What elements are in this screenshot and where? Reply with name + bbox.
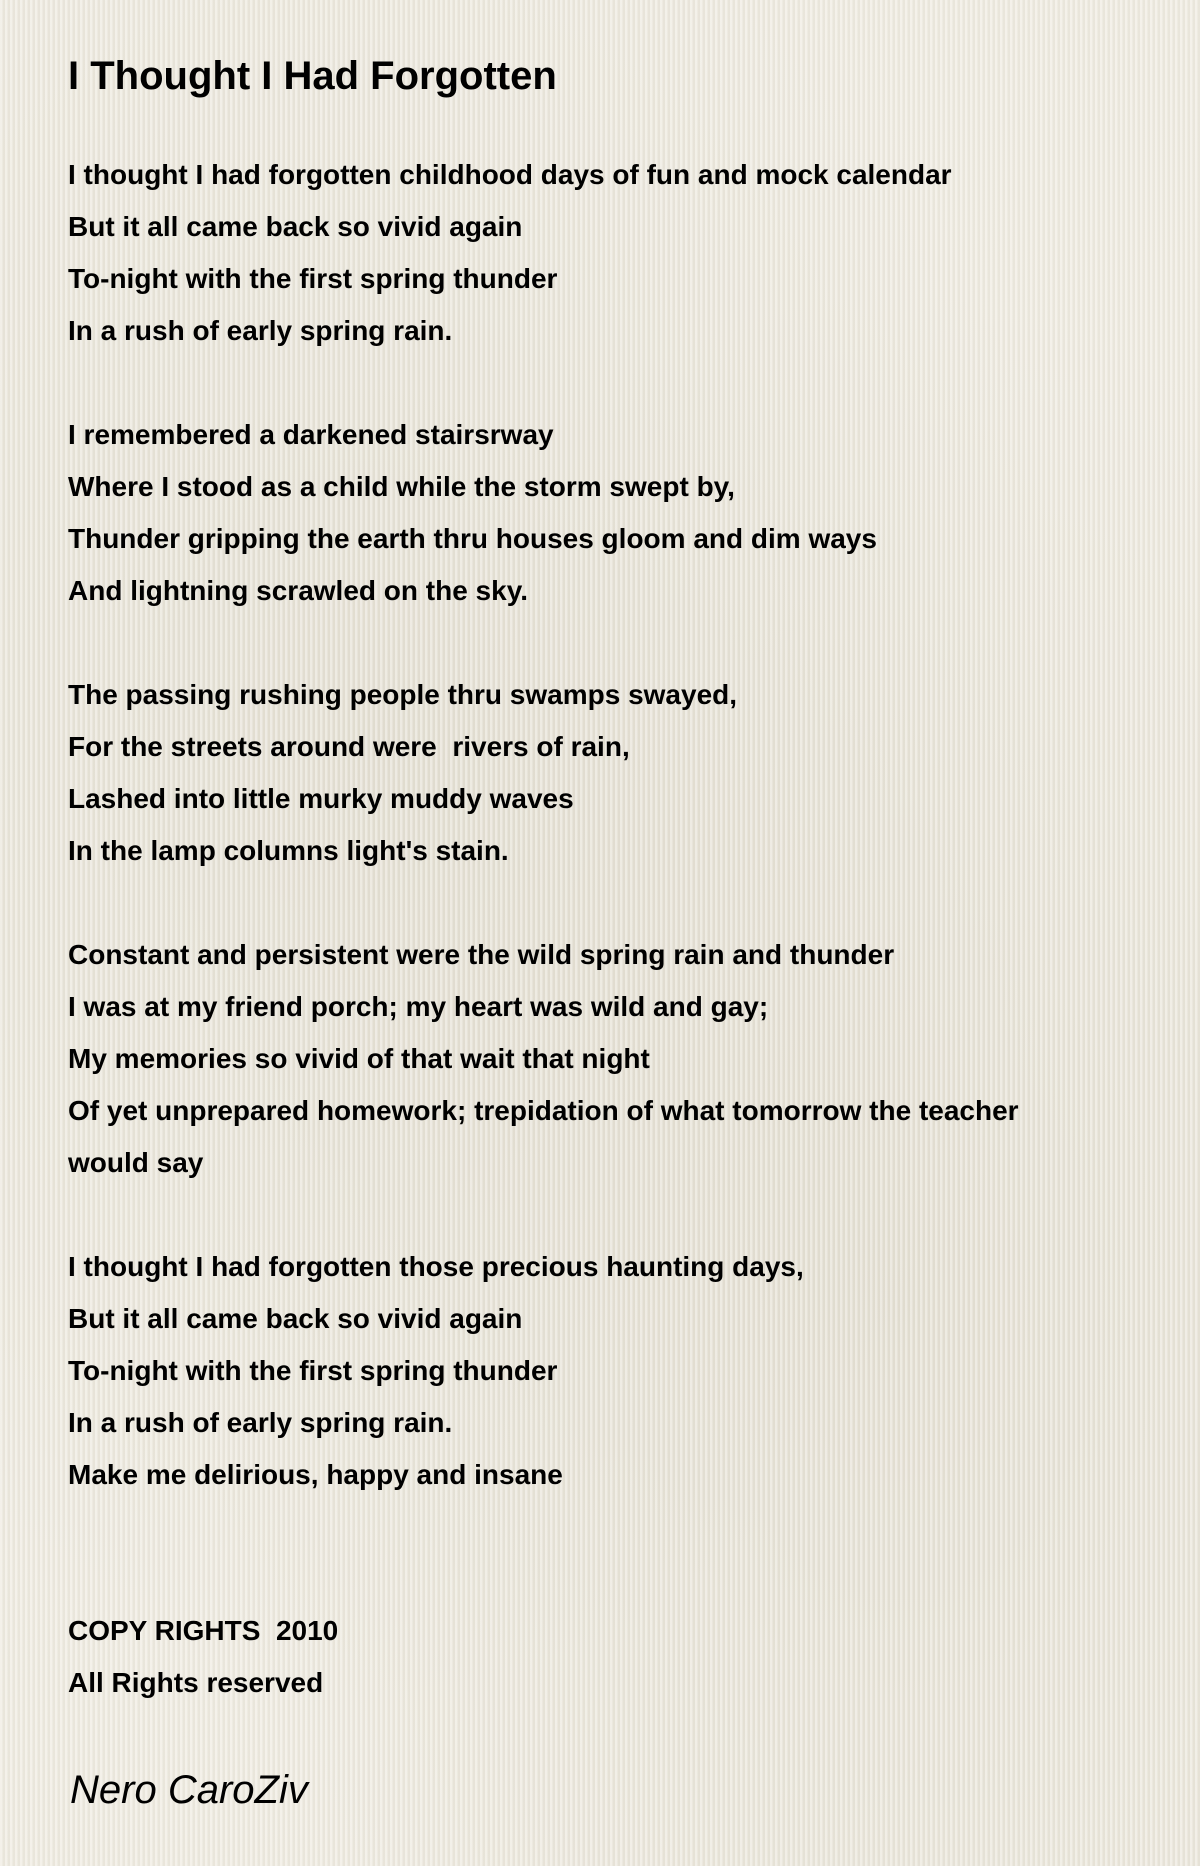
poem-line: Make me delirious, happy and insane <box>68 1459 563 1490</box>
stanza-gap <box>68 1553 1188 1605</box>
stanza-gap <box>68 877 1188 929</box>
copyright-line: COPY RIGHTS 2010 <box>68 1615 339 1646</box>
poem-line: I thought I had forgotten those precious haunting days, <box>68 1251 804 1282</box>
poem-line: My memories so vivid of that wait that night <box>68 1043 650 1074</box>
copyright-line: All Rights reserved <box>68 1667 324 1698</box>
poem-line: And lightning scrawled on the sky. <box>68 575 528 606</box>
poem-line: I thought I had forgotten childhood days of fun and mock calendar <box>68 159 952 190</box>
poem-line: I remembered a darkened stairsrway <box>68 419 554 450</box>
poem-line: For the streets around were rivers of rain, <box>68 731 630 762</box>
author-signature: Nero CaroZiv <box>70 1768 308 1812</box>
poem-title: I Thought I Had Forgotten <box>68 54 557 98</box>
poem-line: In the lamp columns light's stain. <box>68 835 509 866</box>
poem-line: To-night with the first spring thunder <box>68 1355 558 1386</box>
poem-line: I was at my friend porch; my heart was wild and gay; <box>68 991 769 1022</box>
poem-line: Constant and persistent were the wild spring rain and thunder <box>68 939 895 970</box>
stanza-gap <box>68 1501 1188 1553</box>
poem-line: would say <box>68 1147 204 1178</box>
poem-line: In a rush of early spring rain. <box>68 1407 453 1438</box>
poem-line: In a rush of early spring rain. <box>68 315 453 346</box>
poem-body <box>68 149 1188 1709</box>
poem-line: To-night with the first spring thunder <box>68 263 558 294</box>
poem-line: Thunder gripping the earth thru houses gloom and dim ways <box>68 523 877 554</box>
poem-line: The passing rushing people thru swamps swayed, <box>68 679 738 710</box>
stanza-gap <box>68 357 1188 409</box>
poem-line: Where I stood as a child while the storm swept by, <box>68 471 735 502</box>
poem-line: Of yet unprepared homework; trepidation of what tomorrow the teacher <box>68 1095 1019 1126</box>
stanza-gap <box>68 617 1188 669</box>
poem-line: But it all came back so vivid again <box>68 211 523 242</box>
stanza-gap <box>68 1189 1188 1241</box>
poem-line: But it all came back so vivid again <box>68 1303 523 1334</box>
poem-line: Lashed into little murky muddy waves <box>68 783 574 814</box>
